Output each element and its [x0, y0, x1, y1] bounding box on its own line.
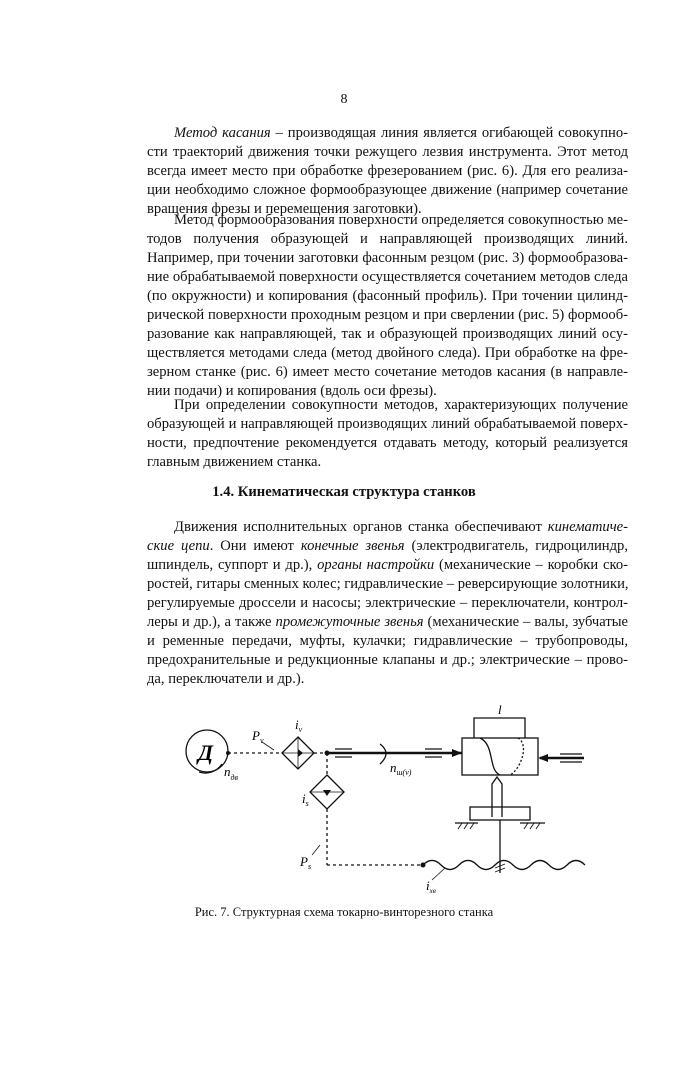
- text-segment: Движения исполнительных органов станка обеспечивают: [174, 519, 548, 535]
- svg-text:l: l: [498, 702, 502, 717]
- italic-term: органы настройки: [317, 557, 435, 573]
- figure-caption: Рис. 7. Структурная схема токарно-винторезного станка: [194, 905, 494, 919]
- text-line: При определении совокупности методов, характеризующих получение: [174, 397, 628, 413]
- italic-term: промежуточные звенья: [275, 614, 424, 630]
- text-line: тодов получения образующей и направляющей производящих линий.: [147, 231, 628, 247]
- page-number: 8: [340, 92, 348, 107]
- text-line: ние обрабатываемой поверхности осуществляется сочетанием методов следа: [147, 269, 628, 285]
- text-line: Метод формообразования поверхности определяется совокупностью ме-: [174, 212, 628, 228]
- italic-term: конечные звенья: [300, 538, 405, 554]
- text-line: зерном станке (рис. 6) имеет место сочетание методов касания (в направле-: [147, 364, 628, 380]
- text-segment: всегда имеет место при обработке фрезерованием (рис. 6). Для его реализа-: [147, 163, 628, 179]
- cutting-tool: [492, 777, 502, 817]
- text-segment: вращения фрезы и перемещения заготовки).: [147, 201, 422, 217]
- dimension-bracket: [474, 718, 525, 738]
- text-line: нии подачи) и копирования (вдоль оси фрезы).: [147, 383, 437, 399]
- text-segment: предохранительные и редукционные клапаны и др.; электрические – прово-: [147, 652, 628, 668]
- svg-text:Ps: $P_s$: [300, 854, 312, 871]
- text-segment: шпиндель, суппорт и др.),: [147, 557, 318, 573]
- text-line: ществляется методами следа (метод двойного следа). При обработке на фре-: [147, 345, 628, 361]
- italic-term: ские цепи: [147, 538, 210, 554]
- motor-label: Д: [198, 740, 214, 765]
- svg-text:iv: $i_v$: [295, 717, 303, 734]
- workpiece: [462, 738, 538, 775]
- text-line: Например, при точении заготовки фасонным резцом (рис. 3) формообразова-: [147, 250, 628, 266]
- text-line: рической поверхности проходным резцом и при сверлении (рис. 5) формооб-: [147, 307, 628, 323]
- text-line: ности, предпочтение рекомендуется отдавать методу, который реализуется: [147, 435, 628, 451]
- italic-term: Метод касания: [174, 125, 271, 141]
- text-segment: да, переключатели и др.).: [147, 671, 305, 687]
- svg-text:Pv: $P_v$: [252, 728, 264, 745]
- text-segment: и ременные передачи, муфты, кулачки; гидравлические – трубопроводы,: [147, 633, 628, 649]
- text-segment: ции необходимо сложное формообразующее движение (например сочетание: [147, 182, 628, 198]
- text-segment: . Они имеют: [209, 538, 301, 554]
- text-line: (по окружности) и копирования (фасонный профиль). При точении цилинд-: [147, 288, 628, 304]
- text-segment: леры и др.), а также: [147, 614, 276, 630]
- italic-term: кинематиче-: [547, 519, 628, 535]
- text-line: образующей и направляющей производящих линий обрабатываемой поверх-: [147, 416, 628, 432]
- text-segment: ростей, гитары сменных колес; гидравлические – реверсирующие золотники,: [147, 576, 629, 592]
- text-line: главным движением станка.: [147, 454, 322, 470]
- text-segment: – производящая линия является огибающей совокупно-: [270, 125, 628, 141]
- section-heading: 1.4. Кинематическая структура станков: [212, 484, 476, 500]
- svg-text:nш(v): $n_{ш(v)}$: [390, 760, 412, 777]
- text-segment: (электродвигатель, гидроцилиндр,: [404, 538, 628, 554]
- svg-text:nдв: $n_{дв}$: [224, 764, 239, 782]
- svg-text:iхв: $i_{хв}$: [426, 878, 436, 895]
- text-segment: регулируемые дроссели и насосы; электрические – переключатели, контрол-: [147, 595, 628, 611]
- text-segment: сти траекторий движения точки режущего лезвия инструмента. Этот метод: [147, 144, 628, 160]
- text-segment: (механические – коробки ско-: [434, 557, 628, 573]
- text-line: разование как направляющей, так и образующей производящих линий осу-: [147, 326, 628, 342]
- svg-text:is: $i_s$: [302, 791, 309, 808]
- text-segment: (механические – валы, зубчатые: [423, 614, 629, 630]
- carriage: [470, 807, 530, 820]
